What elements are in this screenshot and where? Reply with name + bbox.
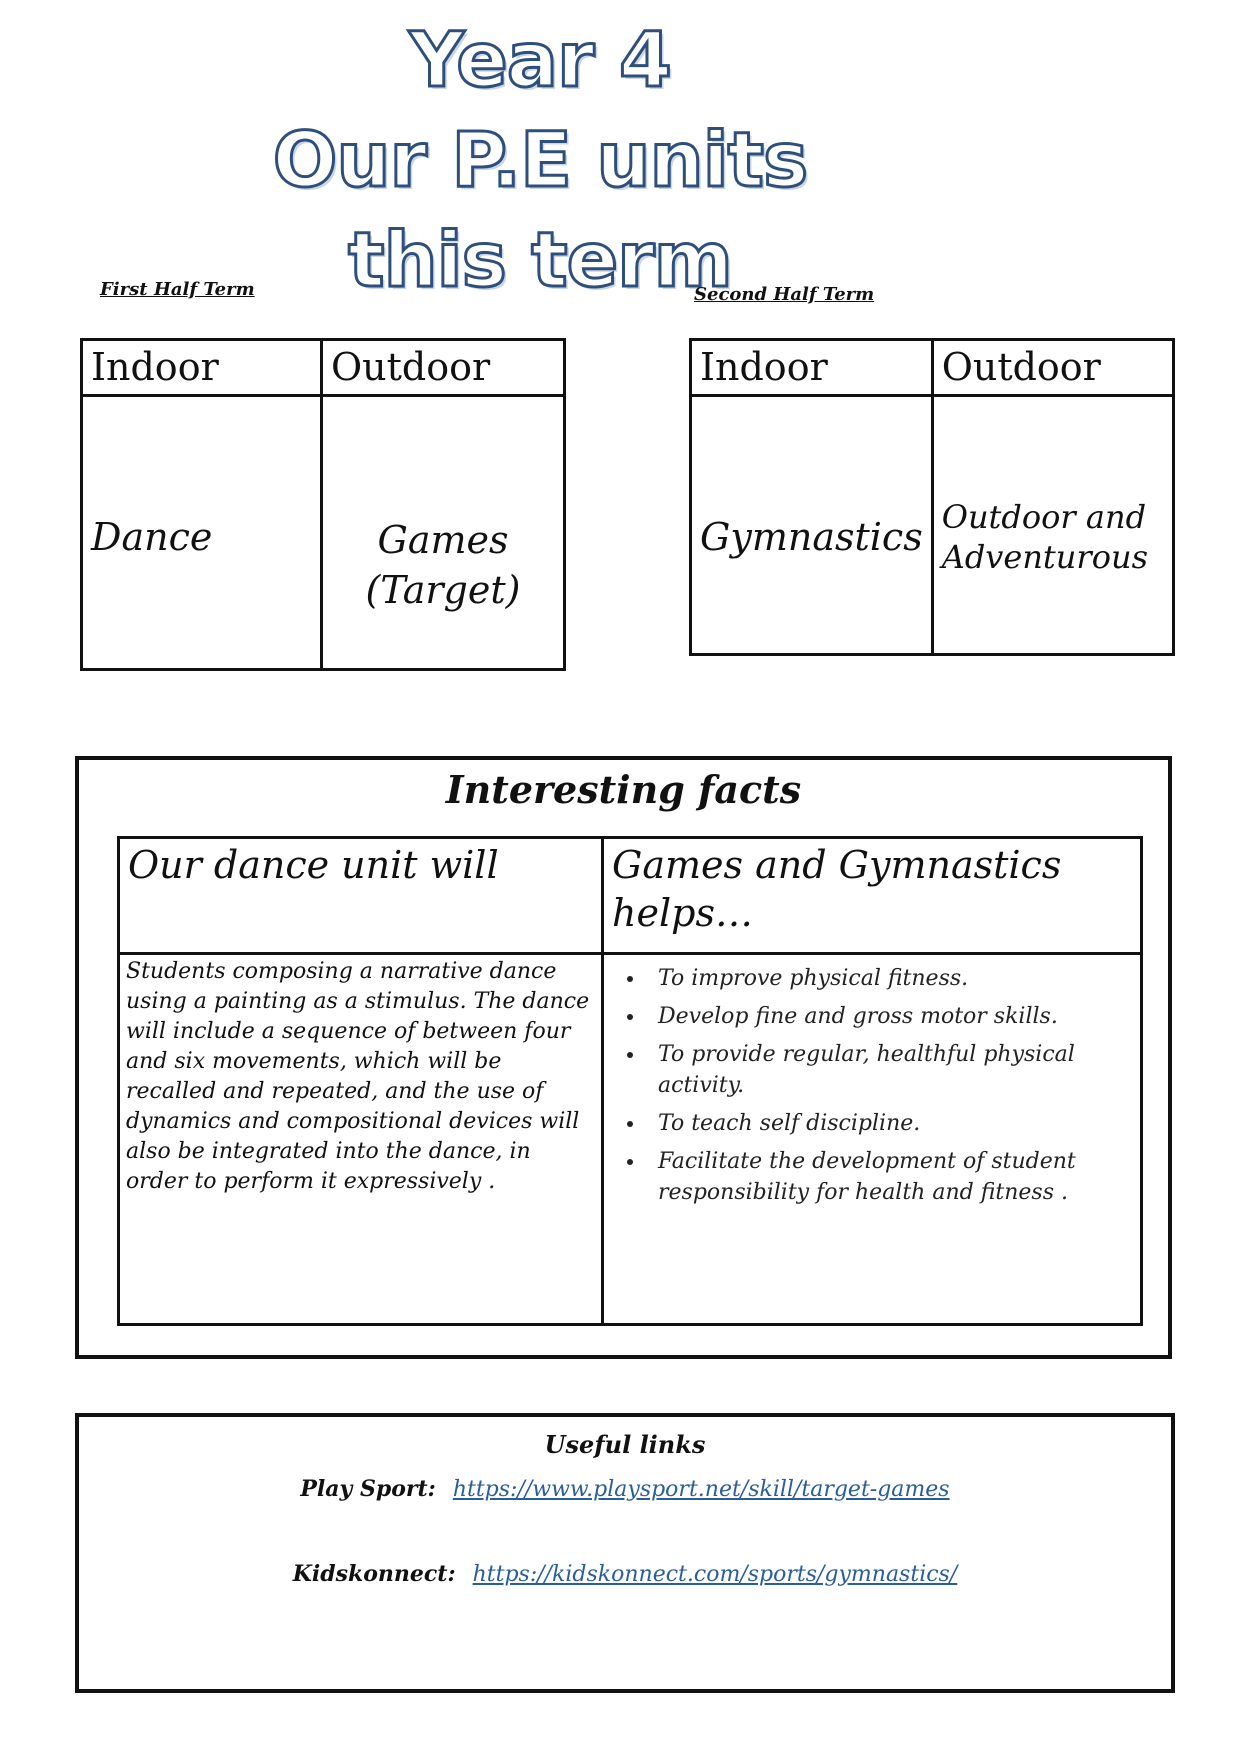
dance-unit-header: Our dance unit will <box>120 839 604 955</box>
benefits-list <box>604 955 1140 1208</box>
kidskonnect-label: Kidskonnect: <box>292 1561 456 1587</box>
benefit-item: • To improve physical fitness. <box>646 963 1132 994</box>
second-half-outdoor-unit <box>934 397 1172 653</box>
second-half-outdoor-line-2: Adventurous <box>941 538 1148 576</box>
first-half-outdoor-line-1: Games <box>377 518 509 562</box>
second-half-term-label: Second Half Term <box>694 284 875 305</box>
benefit-item: • Facilitate the development of student responsibility for health and fitness . <box>646 1146 1132 1208</box>
first-half-outdoor-header: Outdoor <box>323 341 563 397</box>
title-line-2: Our P.E units <box>272 115 808 204</box>
second-half-units-table <box>689 338 1175 656</box>
kidskonnect-link-row <box>79 1554 1171 1595</box>
games-gymnastics-header: Games and Gymnastics helps… <box>604 839 1140 955</box>
benefits-cell <box>604 955 1140 1323</box>
second-half-indoor-text: Gymnastics <box>700 515 923 559</box>
title-line-1: Year 4 <box>409 15 671 104</box>
useful-links-title: Useful links <box>544 1430 706 1459</box>
benefit-item: • To provide regular, healthful physical activity. <box>646 1039 1132 1101</box>
kidskonnect-link[interactable]: https://kidskonnect.com/sports/gymnastics/ <box>472 1562 958 1587</box>
facts-table <box>117 836 1143 1326</box>
first-half-indoor-header: Indoor <box>83 341 323 397</box>
benefit-item: • Develop fine and gross motor skills. <box>646 1001 1132 1032</box>
first-half-units-table <box>80 338 566 671</box>
dance-unit-description: Students composing a narrative dance using a painting as a stimulus. The dance will include a sequence of between four and six movements, which will be recalled and repeated, and the use of dynamics and compositional devices will also be integrated into the dance, in order to perform it expressively . <box>120 955 604 1323</box>
benefit-item: • To teach self discipline. <box>646 1108 1132 1139</box>
play-sport-link[interactable]: https://www.playsport.net/skill/target-games <box>452 1477 950 1502</box>
first-half-term-label: First Half Term <box>100 279 255 300</box>
second-half-outdoor-header: Outdoor <box>934 341 1172 397</box>
page-title <box>260 10 820 310</box>
interesting-facts-box <box>75 756 1172 1359</box>
second-half-indoor-unit <box>692 397 934 653</box>
play-sport-label: Play Sport: <box>300 1476 436 1502</box>
useful-links-box <box>75 1413 1175 1693</box>
interesting-facts-title: Interesting facts <box>445 767 802 812</box>
first-half-outdoor-line-2: (Target) <box>365 568 521 612</box>
play-sport-link-row <box>79 1469 1171 1510</box>
first-half-outdoor-unit <box>323 397 563 668</box>
second-half-indoor-header: Indoor <box>692 341 934 397</box>
title-line-3: this term <box>348 215 732 304</box>
first-half-indoor-text: Dance <box>91 515 213 559</box>
first-half-indoor-unit <box>83 397 323 668</box>
second-half-outdoor-line-1: Outdoor and <box>941 498 1147 536</box>
